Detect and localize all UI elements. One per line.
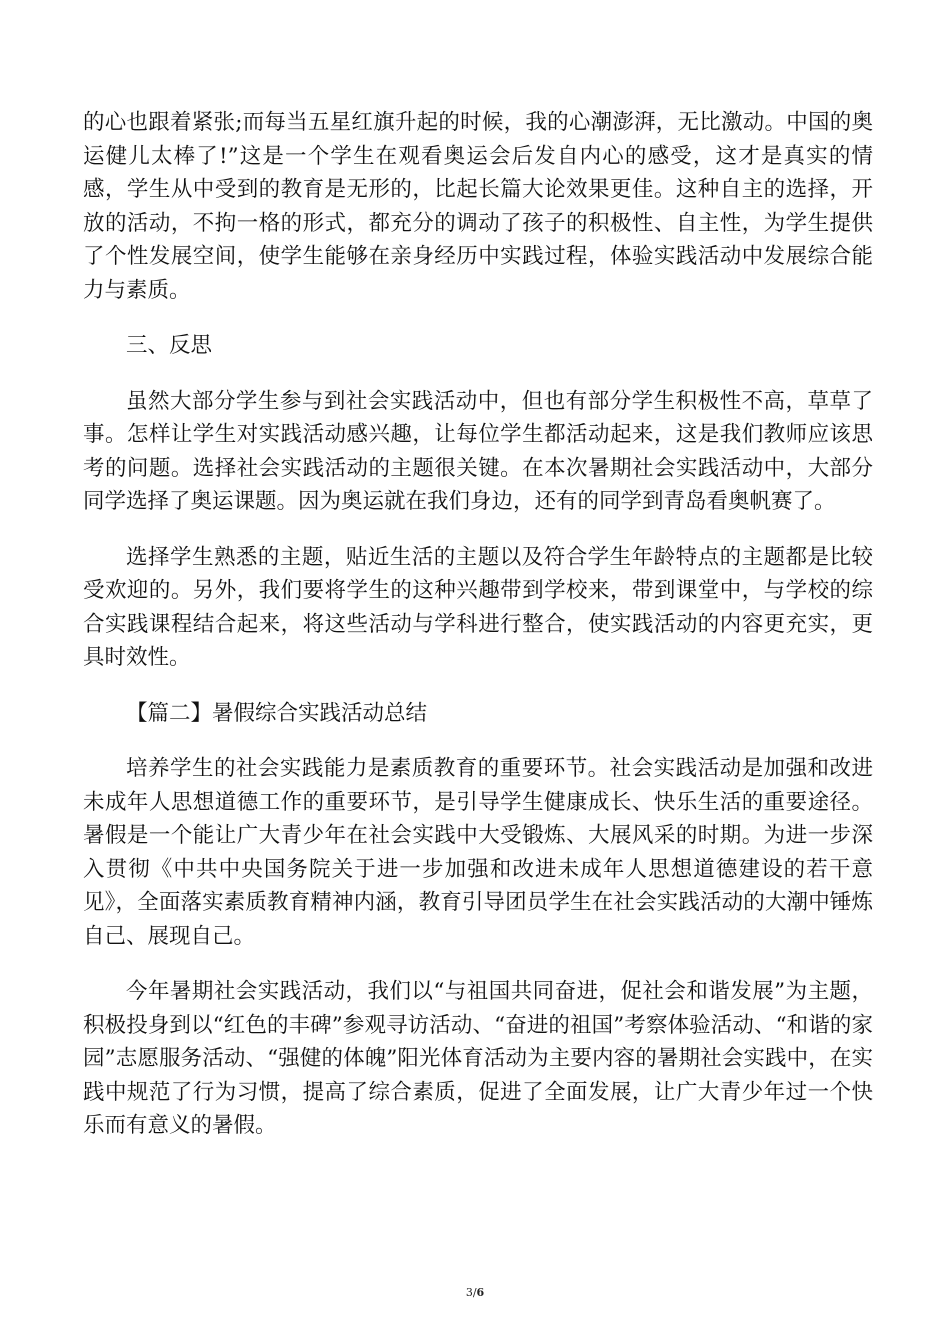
paragraph-part-two-theme: 今年暑期社会实践活动，我们以“与祖国共同奋进，促社会和谐发展”为主题，积极投身到以“红色的丰碑”参观寻访活动、“奋进的祖国”考察体验活动、“和谐的家园”志愿服务活动、“强健的体魄”阳光体育活动为主要内容的暑期社会实践中，在实践中规范了行为习惯，提高了综合素质，促进了全面发展，让广大青少年过一个快乐而有意义的暑假。	[83, 979, 873, 1138]
section-heading-reflection: 三、反思	[126, 333, 213, 358]
page-number	[0, 1286, 950, 1299]
paragraph-reflection-2: 选择学生熟悉的主题，贴近生活的主题以及符合学生年龄特点的主题都是比较受欢迎的。另外，我们要将学生的这种兴趣带到学校来，带到课堂中，与学校的综合实践课程结合起来，将这些活动与学科进行整合，使实践活动的内容更充实，更具时效性。	[83, 544, 873, 670]
page-number-separator: /	[472, 1286, 477, 1299]
paragraph-continuation: 的心也跟着紧张;而每当五星红旗升起的时候，我的心潮澎湃，无比激动。中国的奥运健儿太棒了!”这是一个学生在观看奥运会后发自内心的感受，这才是真实的情感，学生从中受到的教育是无形的，比起长篇大论效果更佳。这种自主的选择，开放的活动，不拘一格的形式，都充分的调动了孩子的积极性、自主性，为学生提供了个性发展空间，使学生能够在亲身经历中实践过程，体验实践活动中发展综合能力与素质。	[83, 110, 873, 303]
page-number-current: 3	[465, 1286, 473, 1299]
document-body	[83, 106, 873, 1143]
paragraph-reflection-1: 虽然大部分学生参与到社会实践活动中，但也有部分学生积极性不高，草草了事。怎样让学生对实践活动感兴趣，让每位学生都活动起来，这是我们教师应该思考的问题。选择社会实践活动的主题很关键。在本次暑期社会实践活动中，大部分同学选择了奥运课题。因为奥运就在我们身边，还有的同学到青岛看奥帆赛了。	[83, 388, 873, 514]
page-number-total: 6	[476, 1286, 485, 1299]
paragraph-part-two-intro: 培养学生的社会实践能力是素质教育的重要环节。社会实践活动是加强和改进未成年人思想道德工作的重要环节，是引导学生健康成长、快乐生活的重要途径。暑假是一个能让广大青少年在社会实践中大受锻炼、大展风采的时期。为进一步深入贯彻《中共中央国务院关于进一步加强和改进未成年人思想道德建设的若干意见》，全面落实素质教育精神内涵，教育引导团员学生在社会实践活动的大潮中锤炼自己、展现自己。	[83, 756, 873, 949]
section-heading-part-two: 【篇二】暑假综合实践活动总结	[126, 700, 428, 726]
